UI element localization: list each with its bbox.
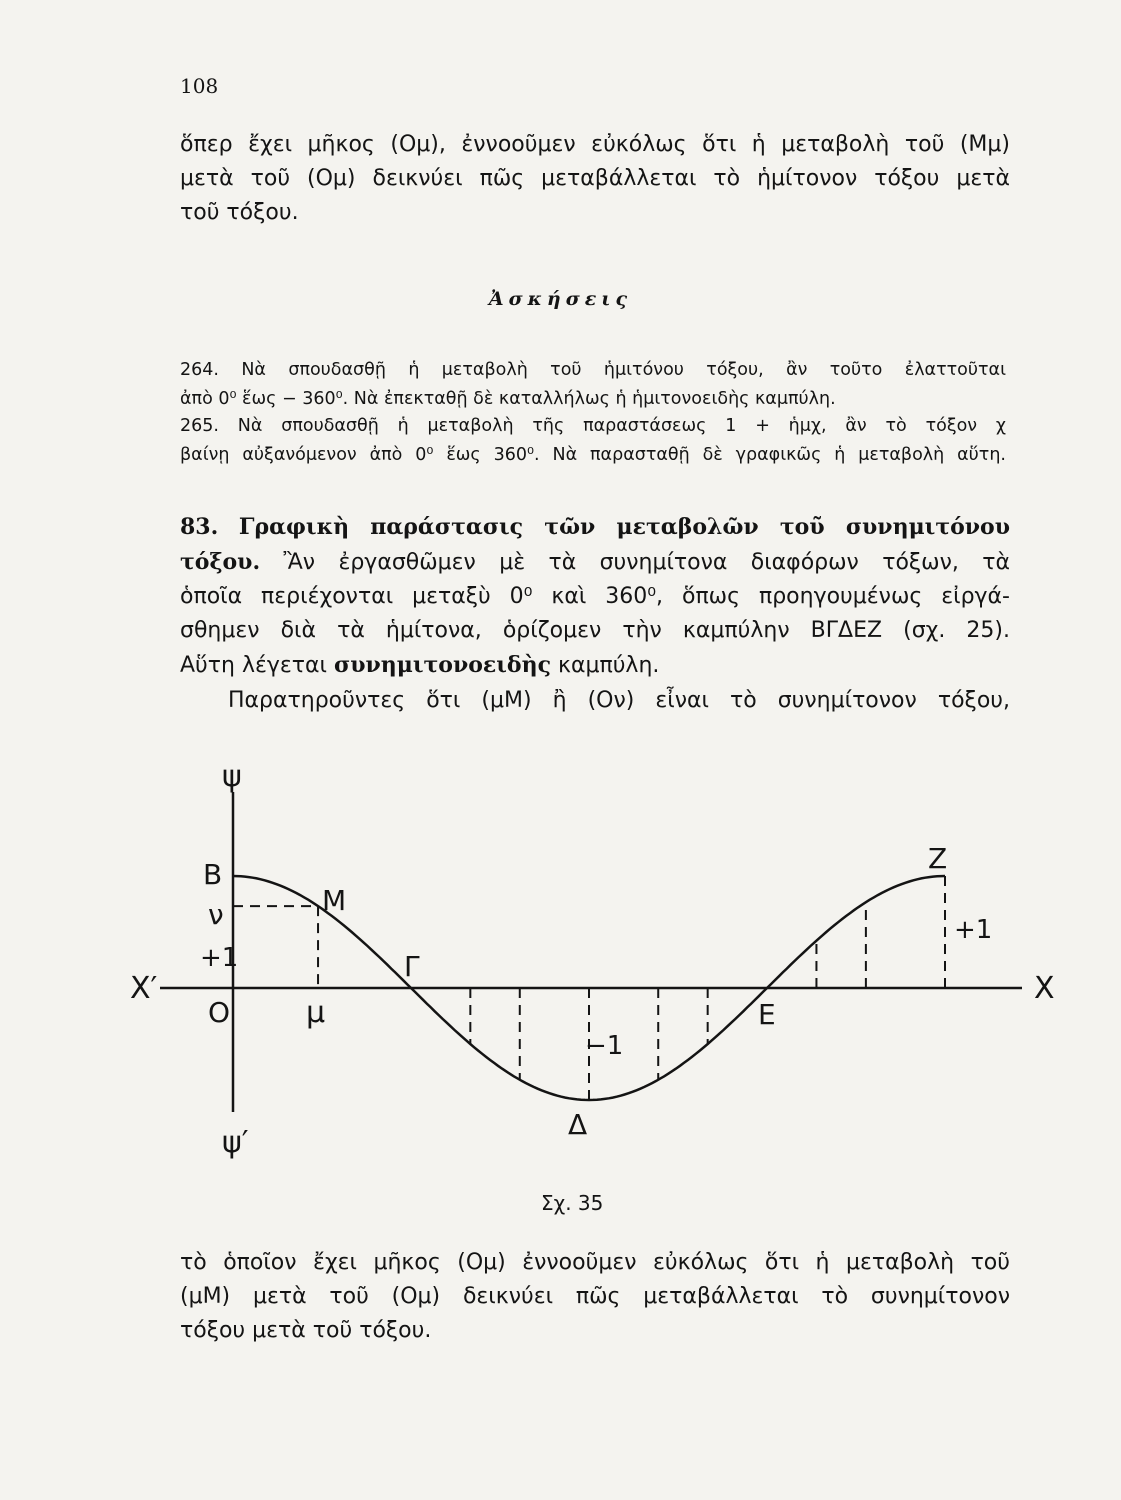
label-x-prime: Χ′ [130, 971, 158, 1006]
label-origin: Ο [208, 996, 231, 1029]
section-number: 83. [180, 514, 219, 540]
label-mu: μ [306, 995, 326, 1030]
closing-paragraph [180, 1246, 1010, 1348]
exercise-264 [180, 356, 1006, 414]
label-m: Μ [322, 884, 347, 917]
text-line: ὁποῖα περιέχονται μεταξὺ 0⁰ καὶ 360⁰, ὅπως προηγουμένως εἰργά- [180, 584, 1010, 609]
text-fragment: Αὕτη λέγεται [180, 653, 327, 678]
text-fragment: Ἂν ἐργασθῶμεν μὲ τὰ συνημίτονα διαφόρων τόξων, τὰ [283, 550, 1010, 575]
label-delta: Δ [568, 1108, 588, 1141]
label-z: Ζ [928, 842, 948, 875]
text-line: 264. Νὰ σπουδασθῇ ἡ μεταβολὴ τοῦ ἡμιτόνου τόξου, ἂν τοῦτο ἐλαττοῦται [180, 360, 1006, 380]
text-line: ὅπερ ἔχει μῆκος (Ομ), ἐννοοῦμεν εὐκόλως ὅτι ἡ μεταβολὴ τοῦ (Μμ) [180, 132, 1010, 157]
text-line [180, 648, 1010, 683]
label-x: Χ [1034, 971, 1055, 1006]
text-line: τόξου μετὰ τοῦ τόξου. [180, 1318, 432, 1343]
text-line: 265. Νὰ σπουδασθῇ ἡ μεταβολὴ τῆς παραστάσεως 1 + ἡμχ, ἂν τὸ τόξον χ [180, 416, 1006, 436]
label-e: Ε [758, 998, 776, 1031]
text-line: ἀπὸ 0⁰ ἕως − 360⁰. Νὰ ἐπεκταθῇ δὲ καταλλήλως ἡ ἡμιτονοειδὴς καμπύλη. [180, 389, 836, 409]
section-title: Γραφικὴ παράστασις τῶν μεταβολῶν τοῦ συνημιτόνου [238, 514, 1010, 540]
section-83 [180, 510, 1010, 683]
intro-paragraph [180, 128, 1010, 230]
label-nu: ν [208, 898, 224, 931]
text-line: σθημεν διὰ τὰ ἡμίτονα, ὁρίζομεν τὴν καμπύλην ΒΓΔΕΖ (σχ. 25). [180, 618, 1010, 643]
text-line: βαίνῃ αὐξανόμενον ἀπὸ 0⁰ ἕως 360⁰. Νὰ παρασταθῇ δὲ γραφικῶς ἡ μεταβολὴ αὕτη. [180, 445, 1006, 465]
label-gamma: Γ [404, 950, 420, 983]
label-b: Β [203, 858, 223, 891]
label-psi-prime: ψ′ [222, 1125, 249, 1160]
label-plus-one-left: +1 [200, 943, 239, 973]
section-title-end: τόξου. [180, 549, 261, 575]
text-fragment: καμπύλη. [557, 653, 660, 678]
text-line: τὸ ὁποῖον ἔχει μῆκος (Ομ) ἐννοοῦμεν εὐκόλως ὅτι ἡ μεταβολὴ τοῦ [180, 1250, 1010, 1275]
label-psi: ψ [222, 759, 242, 794]
text-line [180, 545, 1010, 580]
exercise-265 [180, 412, 1006, 470]
text-line: τοῦ τόξου. [180, 200, 299, 225]
defined-term: συνημιτονοειδὴς [333, 652, 551, 678]
text-line: Παρατηροῦντες ὅτι (μΜ) ἢ (Ον) εἶναι τὸ συνημίτονον τόξου, [228, 688, 1010, 713]
text-line: μετὰ τοῦ (Ομ) δεικνύει πῶς μεταβάλλεται τὸ ἡμίτονον τόξου μετὰ [180, 166, 1010, 191]
observe-line [228, 684, 1010, 718]
page-number: 108 [180, 74, 219, 98]
figure-caption: Σχ. 35 [541, 1191, 604, 1215]
section-heading-line [180, 510, 1010, 545]
exercises-heading: Ἀσκήσεις [488, 288, 633, 310]
label-plus-one-right: +1 [954, 915, 993, 945]
cosine-figure [0, 740, 1121, 1220]
text-line: (μΜ) μετὰ τοῦ (Ομ) δεικνύει πῶς μεταβάλλεται τὸ συνημίτονον [180, 1284, 1010, 1309]
label-minus-one: −1 [585, 1031, 624, 1061]
